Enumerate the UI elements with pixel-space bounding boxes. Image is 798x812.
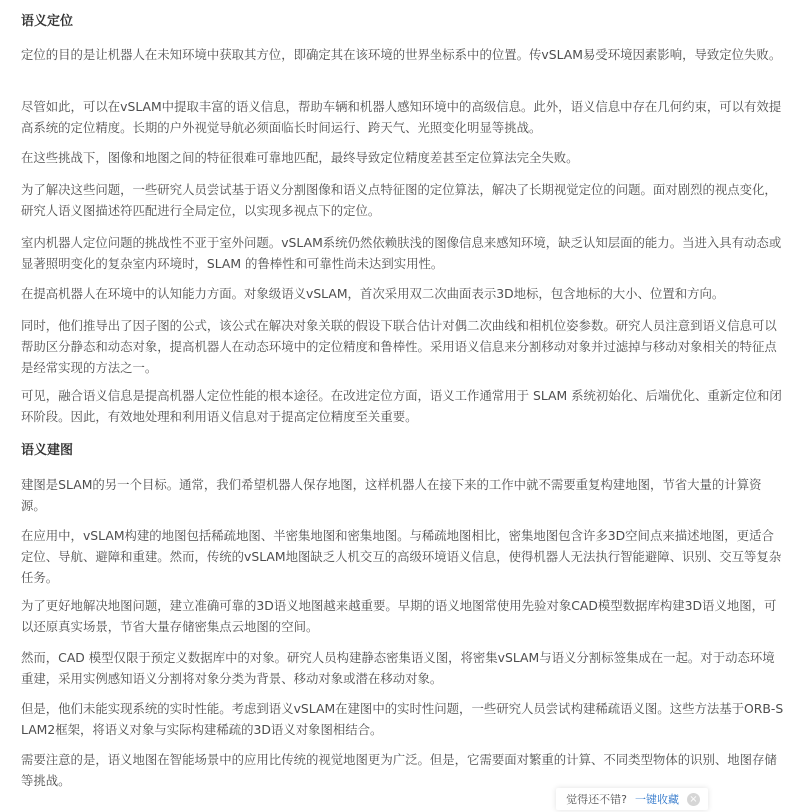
paragraph: 可见，融合语义信息是提高机器人定位性能的根本途径。在改进定位方面，语义工作通常用于 SLAM 系统初始化、后端优化、重新定位和闭环阶段。因此，有效地处理和利用语义信息对于提高定位精度至关重要。 bbox=[21, 388, 782, 424]
favorite-link[interactable]: 一键收藏 bbox=[635, 793, 679, 806]
section-title-semantic-localization: 语义定位 bbox=[21, 14, 74, 29]
paragraph: 但是，他们未能实现系统的实时性能。考虑到语义vSLAM在建图中的实时性问题，一些研究人员尝试构建稀疏语义图。这些方法基于ORB-SLAM2框架，将语义对象与实际构建稀疏的3D语义对象图相结合。 bbox=[21, 701, 784, 737]
close-icon[interactable]: × bbox=[687, 793, 700, 806]
paragraph: 然而，CAD 模型仅限于预定义数据库中的对象。研究人员构建静态密集语义图，将密集vSLAM与语义分割标签集成在一起。对于动态环境重建，采用实例感知语义分割将对象分类为背景、移动对象或潜在移动对象。 bbox=[21, 650, 775, 686]
feedback-prompt: 觉得还不错? bbox=[566, 793, 627, 806]
paragraph: 为了解决这些问题，一些研究人员尝试基于语义分割图像和语义点特征图的定位算法，解决了长期视觉定位的问题。面对剧烈的视点变化，研究人语义图描述符匹配进行全局定位，以实现多视点下的定位。 bbox=[21, 182, 777, 218]
paragraph: 在这些挑战下，图像和地图之间的特征很难可靠地匹配，最终导致定位精度差甚至定位算法完全失败。 bbox=[21, 150, 579, 165]
paragraph: 尽管如此，可以在vSLAM中提取丰富的语义信息，帮助车辆和机器人感知环境中的高级信息。此外，语义信息中存在几何约束，可以有效提高系统的定位精度。长期的户外视觉导航必须面临长时间运行、跨天气、光照变化明显等挑战。 bbox=[21, 99, 782, 135]
paragraph: 在应用中，vSLAM构建的地图包括稀疏地图、半密集地图和密集地图。与稀疏地图相比，密集地图包含许多3D空间点来描述地图，更适合定位、导航、避障和重建。然而，传统的vSLAM地图缺乏人机交互的高级环境语义信息，使得机器人无法执行智能避障、识别、交互等复杂任务。 bbox=[21, 528, 782, 585]
paragraph: 建图是SLAM的另一个目标。通常，我们希望机器人保存地图，这样机器人在接下来的工作中就不需要重复构建地图，节省大量的计算资源。 bbox=[21, 477, 762, 513]
paragraph: 定位的目的是让机器人在未知环境中获取其方位，即确定其在该环境的世界坐标系中的位置。传vSLAM易受环境因素影响，导致定位失败。 bbox=[21, 47, 782, 62]
paragraph: 室内机器人定位问题的挑战性不亚于室外问题。vSLAM系统仍然依赖肤浅的图像信息来感知环境，缺乏认知层面的能力。当进入具有动态或显著照明变化的复杂室内环境时，SLAM 的鲁棒性和可靠性尚未达到实用性。 bbox=[21, 235, 782, 271]
paragraph: 需要注意的是，语义地图在智能场景中的应用比传统的视觉地图更为广泛。但是，它需要面对繁重的计算、不同类型物体的识别、地图存储等挑战。 bbox=[21, 752, 777, 788]
paragraph: 在提高机器人在环境中的认知能力方面。对象级语义vSLAM，首次采用双二次曲面表示3D地标，包含地标的大小、位置和方向。 bbox=[21, 286, 725, 301]
section-title-semantic-mapping: 语义建图 bbox=[21, 443, 74, 458]
feedback-bar bbox=[556, 788, 708, 810]
paragraph: 为了更好地解决地图问题，建立准确可靠的3D语义地图越来越重要。早期的语义地图常使用先验对象CAD模型数据库构建3D语义地图，可以还原真实场景，节省大量存储密集点云地图的空间。 bbox=[21, 598, 777, 634]
paragraph: 同时，他们推导出了因子图的公式，该公式在解决对象关联的假设下联合估计对偶二次曲线和相机位姿参数。研究人员注意到语义信息可以帮助区分静态和动态对象，提高机器人在动态环境中的定位精度和鲁棒性。采用语义信息来分割移动对象并过滤掉与移动对象相关的特征点是经常实现的方法之一。 bbox=[21, 318, 777, 375]
